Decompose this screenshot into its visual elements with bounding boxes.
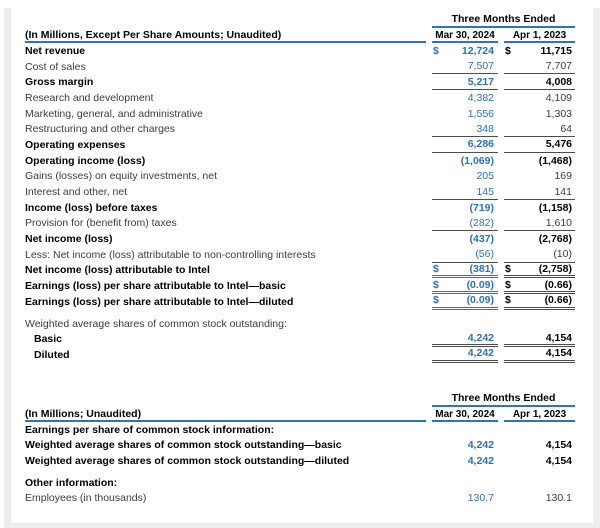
- value-cell-2023: [504, 200, 575, 216]
- supplemental-information-rows: [25, 422, 575, 506]
- value-2023: 4,154: [545, 347, 572, 360]
- row-label: Restructuring and other charges: [25, 123, 175, 136]
- column-header-2024: Mar 30, 2024: [432, 28, 498, 43]
- value-2023: 1,610: [545, 216, 572, 229]
- period-header-spacer: [25, 387, 426, 407]
- value-2024: (56): [475, 248, 494, 261]
- column-header-2023: Apr 1, 2023: [504, 28, 575, 43]
- value-cell-2023: [504, 491, 575, 507]
- table-row: [25, 43, 575, 59]
- table-row: [25, 263, 575, 279]
- row-label: Operating expenses: [25, 138, 126, 151]
- value-cell-2023: [504, 216, 575, 232]
- dollar-sign: $: [433, 262, 439, 275]
- table-row: [25, 247, 575, 263]
- value-cell-2023: [504, 263, 575, 279]
- value-cell-2024: [432, 422, 498, 438]
- value-cell-2023: [504, 137, 575, 153]
- value-2024: (1,069): [460, 154, 494, 167]
- value-cell-2023: [504, 74, 575, 90]
- dollar-sign: $: [505, 44, 511, 57]
- value-cell-2023: [504, 475, 575, 491]
- row-label: Research and development: [25, 91, 154, 104]
- value-cell-2023: [504, 59, 575, 75]
- value-cell-2024: [432, 184, 498, 200]
- value-2023: 130.1: [545, 492, 572, 505]
- row-label: Earnings (loss) per share attributable to Intel—diluted: [25, 295, 294, 308]
- column-header-row: [25, 28, 575, 43]
- value-cell-2023: [504, 184, 575, 200]
- value-2024: (0.09): [466, 294, 494, 307]
- value-cell-2024: [432, 169, 498, 185]
- value-cell-2024: [432, 453, 498, 469]
- value-2023: (1,158): [538, 201, 572, 214]
- period-header-spacer: [25, 8, 426, 28]
- row-label: Cost of sales: [25, 60, 86, 73]
- value-cell-2023: [504, 437, 575, 453]
- value-cell-2023: [504, 231, 575, 247]
- value-cell-2024: [432, 316, 498, 332]
- row-label: Operating income (loss): [25, 154, 146, 167]
- supplemental-information-table: [25, 387, 575, 506]
- value-cell-2024: [432, 347, 498, 363]
- value-2023: (1,468): [538, 154, 572, 167]
- column-header-row: [25, 407, 575, 422]
- value-cell-2024: [432, 74, 498, 90]
- table-row: [25, 90, 575, 106]
- row-label: Weighted average shares of common stock outstanding—diluted: [25, 454, 350, 467]
- value-2023: 4,008: [545, 75, 572, 88]
- row-label: Income (loss) before taxes: [25, 201, 158, 214]
- value-cell-2024: [432, 200, 498, 216]
- value-cell-2023: [504, 453, 575, 469]
- value-2024: 1,556: [467, 107, 494, 120]
- value-cell-2023: [504, 294, 575, 310]
- page-edge-right: [593, 8, 600, 524]
- page-edge-bottom: [4, 523, 600, 528]
- value-cell-2024: [432, 106, 498, 122]
- row-label: Weighted average shares of common stock outstanding:: [25, 317, 287, 330]
- value-2023: 11,715: [540, 44, 572, 57]
- value-2024: 5,217: [467, 75, 494, 88]
- value-cell-2024: [432, 216, 498, 232]
- value-cell-2023: [504, 247, 575, 263]
- value-2023: 5,476: [545, 138, 572, 151]
- dollar-sign: $: [433, 294, 439, 307]
- dollar-sign: $: [505, 294, 511, 307]
- table-row: [25, 316, 575, 332]
- period-header-row: [25, 8, 575, 28]
- table-row: [25, 437, 575, 453]
- row-label: Interest and other, net: [25, 186, 128, 199]
- period-header: Three Months Ended: [432, 8, 575, 28]
- table-row: [25, 106, 575, 122]
- value-cell-2024: [432, 278, 498, 294]
- value-cell-2023: [504, 153, 575, 169]
- value-cell-2024: [432, 437, 498, 453]
- period-header: Three Months Ended: [432, 387, 575, 407]
- row-label: Net income (loss) attributable to Intel: [25, 264, 210, 277]
- row-label: Earnings per share of common stock information:: [25, 423, 275, 436]
- value-cell-2023: [504, 347, 575, 363]
- table-row: [25, 331, 575, 347]
- value-cell-2024: [432, 475, 498, 491]
- value-2024: (381): [469, 262, 494, 275]
- row-label: Less: Net income (loss) attributable to non-controlling interests: [25, 248, 316, 261]
- income-statement-rows: [25, 43, 575, 363]
- value-cell-2024: [432, 491, 498, 507]
- dollar-sign: $: [505, 278, 511, 291]
- value-2023: 4,109: [545, 91, 572, 104]
- income-statement-table: [25, 8, 575, 363]
- row-label: Basic: [34, 333, 63, 346]
- value-cell-2024: [432, 153, 498, 169]
- row-label: Marketing, general, and administrative: [25, 107, 204, 120]
- row-label: Net income (loss): [25, 233, 113, 246]
- value-2023: 141: [554, 185, 572, 198]
- value-cell-2024: [432, 263, 498, 279]
- row-label: Weighted average shares of common stock outstanding—basic: [25, 439, 342, 452]
- table-row: [25, 231, 575, 247]
- value-2023: 7,707: [545, 60, 572, 73]
- value-cell-2024: [432, 247, 498, 263]
- value-cell-2023: [504, 422, 575, 438]
- value-cell-2023: [504, 331, 575, 347]
- table-row: [25, 475, 575, 491]
- page-edge-left: [4, 8, 11, 524]
- row-label: Diluted: [34, 348, 70, 361]
- value-2023: (2,758): [538, 262, 572, 275]
- table-row: [25, 200, 575, 216]
- value-2023: (0.66): [544, 278, 572, 291]
- unit-label: (In Millions, Except Per Share Amounts; Unaudited): [25, 28, 426, 43]
- value-2024: 4,242: [467, 454, 494, 467]
- row-label: Provision for (benefit from) taxes: [25, 217, 177, 230]
- value-2023: 4,154: [545, 454, 572, 467]
- value-2024: 205: [476, 170, 494, 183]
- value-2023: (10): [553, 248, 572, 261]
- value-cell-2023: [504, 106, 575, 122]
- table-row: [25, 216, 575, 232]
- dollar-sign: $: [505, 262, 511, 275]
- financial-statement-document: [25, 8, 575, 506]
- value-2024: (437): [469, 233, 494, 246]
- row-label: Gross margin: [25, 76, 94, 89]
- value-2024: 12,724: [461, 44, 494, 57]
- row-label: Other information:: [25, 476, 118, 489]
- dollar-sign: $: [433, 44, 439, 57]
- period-header-row: [25, 387, 575, 407]
- value-cell-2023: [504, 169, 575, 185]
- column-header-2024: Mar 30, 2024: [432, 407, 498, 422]
- value-2024: 348: [476, 122, 494, 135]
- value-2024: 145: [476, 185, 494, 198]
- value-cell-2023: [504, 316, 575, 332]
- value-cell-2024: [432, 137, 498, 153]
- value-cell-2024: [432, 231, 498, 247]
- table-row: [25, 59, 575, 75]
- table-row: [25, 184, 575, 200]
- value-2024: 130.7: [467, 492, 494, 505]
- value-2024: 4,242: [467, 439, 494, 452]
- value-2024: (719): [469, 201, 494, 214]
- row-label: Gains (losses) on equity investments, net: [25, 170, 218, 183]
- value-2024: 6,286: [467, 138, 494, 151]
- table-row: [25, 422, 575, 438]
- value-cell-2023: [504, 43, 575, 59]
- value-2024: (0.09): [466, 278, 494, 291]
- value-cell-2024: [432, 90, 498, 106]
- value-cell-2024: [432, 121, 498, 137]
- value-2023: 1,303: [545, 107, 572, 120]
- table-row: [25, 137, 575, 153]
- table-row: [25, 491, 575, 507]
- table-row: [25, 453, 575, 469]
- value-2024: 4,382: [467, 91, 494, 104]
- dollar-sign: $: [433, 278, 439, 291]
- value-2024: 4,242: [467, 331, 494, 344]
- row-label: Net revenue: [25, 44, 86, 57]
- value-2023: 169: [554, 170, 572, 183]
- table-row: [25, 74, 575, 90]
- table-row: [25, 153, 575, 169]
- value-2024: (282): [469, 216, 494, 229]
- value-2023: 64: [560, 122, 572, 135]
- table-row: [25, 278, 575, 294]
- value-cell-2023: [504, 121, 575, 137]
- table-row: [25, 294, 575, 310]
- value-2023: 4,154: [545, 331, 572, 344]
- column-header-2023: Apr 1, 2023: [504, 407, 575, 422]
- table-row: [25, 169, 575, 185]
- table-row: [25, 347, 575, 363]
- value-2023: 4,154: [545, 439, 572, 452]
- row-label: Employees (in thousands): [25, 492, 147, 505]
- value-2024: 4,242: [467, 347, 494, 360]
- unit-label: (In Millions; Unaudited): [25, 407, 426, 422]
- value-cell-2023: [504, 278, 575, 294]
- value-2023: (2,768): [538, 233, 572, 246]
- value-cell-2024: [432, 331, 498, 347]
- table-row: [25, 121, 575, 137]
- row-label: Earnings (loss) per share attributable to Intel—basic: [25, 280, 286, 293]
- value-2023: (0.66): [544, 294, 572, 307]
- value-cell-2024: [432, 59, 498, 75]
- value-2024: 7,507: [467, 60, 494, 73]
- value-cell-2024: [432, 294, 498, 310]
- value-cell-2024: [432, 43, 498, 59]
- value-cell-2023: [504, 90, 575, 106]
